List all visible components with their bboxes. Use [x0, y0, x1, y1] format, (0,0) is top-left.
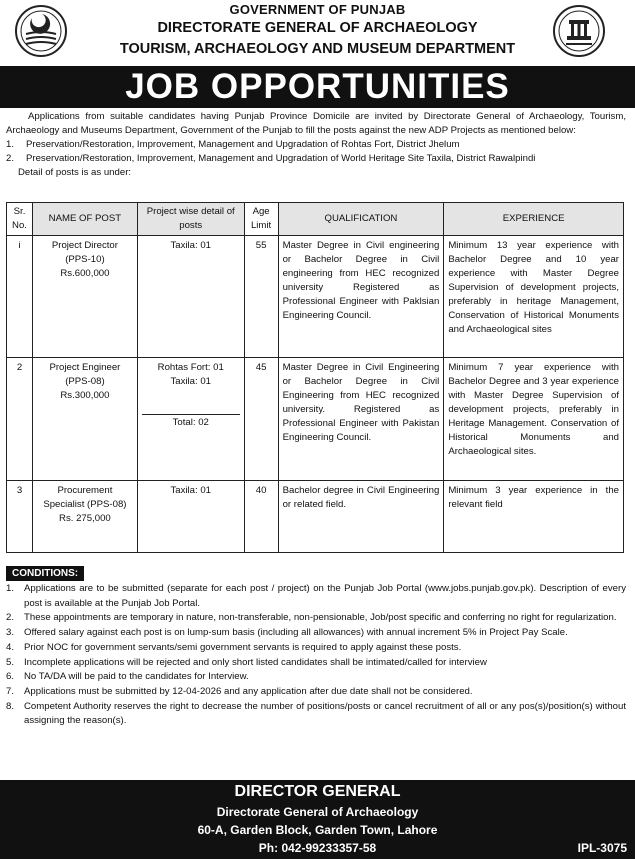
- sr-cell: i: [7, 236, 33, 358]
- condition-item: 2. These appointments are temporary in nature, non-transferable, non-pensionable, Job/post specific and conferring no right for regularization.: [6, 612, 617, 624]
- govt-title: GOVERNMENT OF PUNJAB: [229, 2, 406, 17]
- header-name-of-post: NAME OF POST: [32, 203, 137, 236]
- sr-cell: 2: [7, 358, 33, 481]
- qualification-cell: Master Degree in Civil Engineering or Bachelor Degree in Civil Engineering from HEC recognized university. Registered as Professional Engineer with Pakistan Engineering Council.: [278, 358, 444, 481]
- project-cell: Taxila: 01: [137, 481, 244, 553]
- project-item: 2. Preservation/Restoration, Improvement, Management and Upgradation of World Heritage Site Taxila, District Rawalpindi: [6, 153, 536, 164]
- experience-cell: Minimum 3 year experience in the relevant field: [444, 481, 624, 553]
- directorate-title: DIRECTORATE GENERAL OF ARCHAEOLOGY: [157, 20, 478, 36]
- signatory-phone: Ph: 042-99233357-58: [258, 841, 377, 855]
- condition-item: 3. Offered salary against each post is on lump-sum basis (including all allowances) with annual increment 5% in Project Pay Scale.: [6, 627, 568, 639]
- project-cell: Rohtas Fort: 01 Taxila: 01 Total: 02: [137, 358, 244, 481]
- condition-item: 5. Incomplete applications will be rejected and only short listed candidates shall be intimated/called for interview: [6, 656, 487, 668]
- sr-cell: 3: [7, 481, 33, 553]
- signatory-org: Directorate General of Archaeology: [216, 805, 419, 819]
- signatory-address: 60-A, Garden Block, Garden Town, Lahore: [197, 823, 438, 837]
- condition-item: 6. No TA/DA will be paid to the candidates for Interview.: [6, 671, 249, 683]
- experience-cell: Minimum 7 year experience with Bachelor Degree and 3 year experience with Master Degree Supervision of development projects, preferably in Heritage Management. Conservation of Historical Monuments and Archaeological sites.: [444, 358, 624, 481]
- conditions-list: [6, 582, 626, 729]
- department-title: TOURISM, ARCHAEOLOGY AND MUSEUM DEPARTMENT: [119, 41, 516, 57]
- condition-item: 4. Prior NOC for government servants/semi government servants is required to apply against these posts.: [6, 641, 462, 653]
- conditions-label: CONDITIONS:: [6, 566, 84, 581]
- table-row: [7, 358, 624, 481]
- archaeology-dept-emblem-icon: [552, 4, 606, 58]
- qualification-cell: Bachelor degree in Civil Engineering or related field.: [278, 481, 444, 553]
- post-cell: Project Director (PPS-10) Rs.600,000: [32, 236, 137, 358]
- age-cell: 45: [244, 358, 278, 481]
- condition-item: 8. Competent Authority reserves the right to decrease the number of positions/posts or cancel recruitment of all or any pos(s)/position(s) without assigning the reason(s).: [6, 700, 626, 727]
- table-row: [7, 481, 624, 553]
- header-experience: EXPERIENCE: [444, 203, 624, 236]
- header-sr-no: Sr. No.: [7, 203, 33, 236]
- post-cell: Procurement Specialist (PPS-08) Rs. 275,000: [32, 481, 137, 553]
- intro-paragraph: Applications from suitable candidates having Punjab Province Domicile are invited by Directorate General of Archaeology, Tourism, Archaeology and Museums Department, Government of the Punjab to fill the posts against the new ADP Projects as mentioned below:: [6, 111, 626, 136]
- header-age-limit: Age Limit: [244, 203, 278, 236]
- detail-line: Detail of posts is as under:: [18, 167, 132, 178]
- total-posts: Total: 02: [142, 414, 240, 430]
- header-project-detail: Project wise detail of posts: [137, 203, 244, 236]
- table-header-row: [7, 203, 624, 236]
- condition-item: 1. Applications are to be submitted (separate for each post / project) on the Punjab Job Portal (www.jobs.punjab.gov.pk). Description of every post is available at the Punjab Job Portal.: [6, 583, 626, 609]
- experience-cell: Minimum 13 year experience with Bachelor Degree and 10 year experience with Master Degree Supervision of development projects, preferably in heritage Management, Conservation of Historical Monuments and Archaeological sites: [444, 236, 624, 358]
- job-opportunities-banner: JOB OPPORTUNITIES: [0, 66, 635, 108]
- table-row: [7, 236, 624, 358]
- project-cell: Taxila: 01: [137, 236, 244, 358]
- header-qualification: QUALIFICATION: [278, 203, 444, 236]
- signatory-title: DIRECTOR GENERAL: [234, 783, 401, 800]
- project-item: 1. Preservation/Restoration, Improvement, Management and Upgradation of Rohtas Fort, District Jhelum: [6, 139, 460, 150]
- age-cell: 40: [244, 481, 278, 553]
- posts-table: [6, 202, 624, 553]
- footer: [0, 780, 635, 859]
- intro-section: [6, 110, 626, 180]
- post-cell: Project Engineer (PPS-08) Rs.300,000: [32, 358, 137, 481]
- qualification-cell: Master Degree in Civil engineering or Bachelor Degree in Civil engineering from HEC recognized university Registered as Professional Engineer with Paklsian Engineering Council.: [278, 236, 444, 358]
- header: [0, 0, 635, 62]
- condition-item: 7. Applications must be submitted by 12-04-2026 and any application after due date shall not be considered.: [6, 685, 473, 697]
- ipl-number: IPL-3075: [577, 841, 627, 855]
- age-cell: 55: [244, 236, 278, 358]
